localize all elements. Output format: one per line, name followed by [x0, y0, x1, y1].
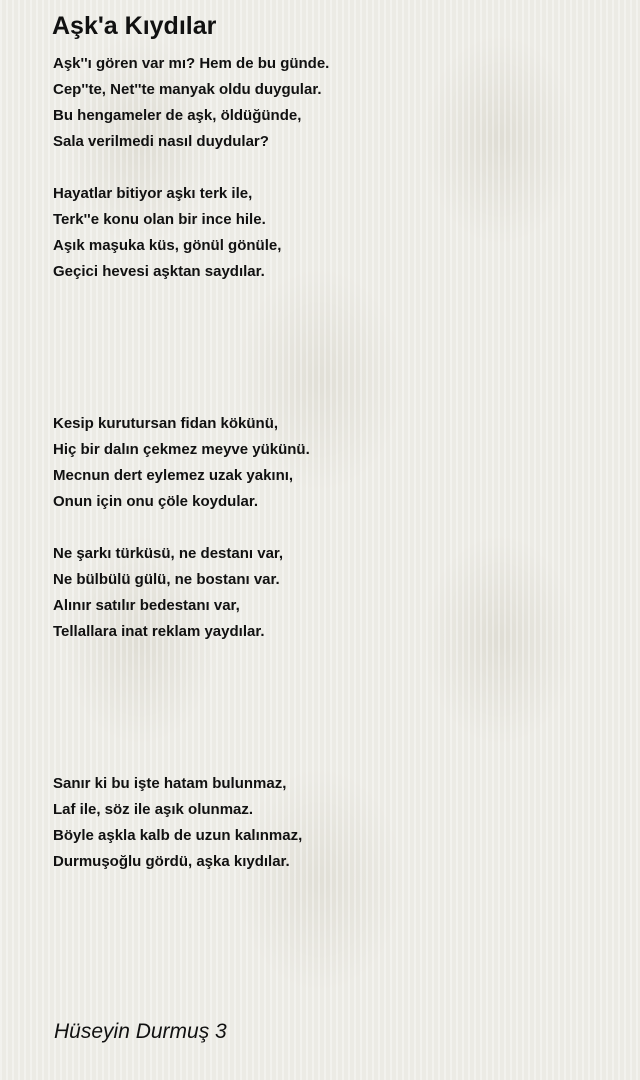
stanza-2	[53, 181, 281, 285]
poem-line: Laf ile, söz ile aşık olunmaz.	[53, 801, 254, 818]
poem-line: Kesip kurutursan fidan kökünü,	[53, 415, 279, 432]
stanza-5	[53, 771, 302, 875]
poem-line: Aşk''ı gören var mı? Hem de bu günde.	[53, 55, 330, 72]
stanza-1	[53, 51, 329, 155]
poem-line: Mecnun dert eylemez uzak yakını,	[53, 467, 294, 484]
poem-line: Ne şarkı türküsü, ne destanı var,	[53, 545, 284, 562]
poem-line: Hiç bir dalın çekmez meyve yükünü.	[53, 441, 310, 458]
poem-line: Ne bülbülü gülü, ne bostanı var.	[53, 571, 280, 588]
poem-line: Böyle aşkla kalb de uzun kalınmaz,	[53, 827, 303, 844]
poem-line: Durmuşoğlu gördü, aşka kıydılar.	[53, 853, 290, 870]
poem-line: Bu hengameler de aşk, öldüğünde,	[53, 107, 302, 124]
poem-title: Aşk'a Kıydılar	[52, 12, 217, 40]
poem-line: Alınır satılır bedestanı var,	[53, 597, 240, 614]
poem-line: Geçici hevesi aşktan saydılar.	[53, 263, 265, 280]
poem-line: Hayatlar bitiyor aşkı terk ile,	[53, 185, 253, 202]
poem-line: Sanır ki bu işte hatam bulunmaz,	[53, 775, 287, 792]
poem-line: Tellallara inat reklam yaydılar.	[53, 623, 265, 640]
poem-line: Onun için onu çöle koydular.	[53, 493, 259, 510]
poem-author: Hüseyin Durmuş 3	[54, 1020, 227, 1043]
poem-line: Sala verilmedi nasıl duydular?	[53, 133, 269, 150]
stanza-4	[53, 541, 283, 645]
poem-line: Cep''te, Net''te manyak oldu duygular.	[53, 81, 322, 98]
poem-line: Aşık maşuka küs, gönül gönüle,	[53, 237, 282, 254]
poem-line: Terk''e konu olan bir ince hile.	[53, 211, 266, 228]
stanza-3	[53, 411, 310, 515]
